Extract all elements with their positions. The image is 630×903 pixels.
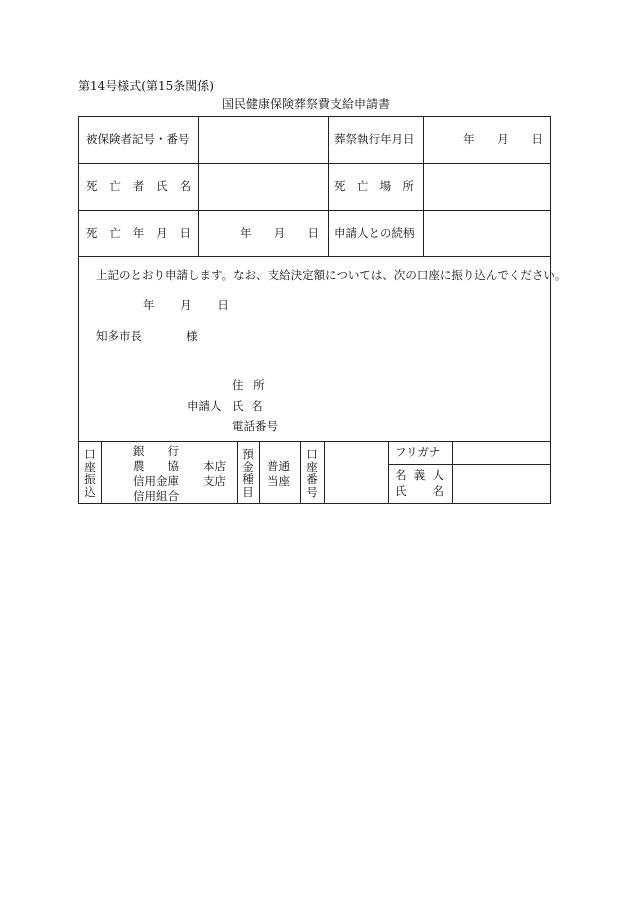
applicant-label: 申請人 <box>187 399 222 413</box>
account-number-field[interactable] <box>325 442 387 502</box>
furigana-field[interactable] <box>453 442 549 463</box>
death-date-label: 死 亡 年 月 日 <box>86 226 191 240</box>
insured-number-label: 被保険者記号・番号 <box>86 132 190 146</box>
account-number-label: 口 座 番 号 <box>306 447 318 499</box>
deposit-type-label: 預 金 種 目 <box>242 447 254 499</box>
month-label: 月 <box>497 132 509 146</box>
form-number: 第14号様式(第15条関係) <box>78 79 214 93</box>
relation-label: 申請人との続柄 <box>334 226 415 240</box>
addressee: 知多市長 <box>96 329 142 343</box>
year-label: 年 <box>240 226 252 240</box>
branch-office-label: 支店 <box>203 474 226 488</box>
honorific: 様 <box>186 329 198 343</box>
death-place-label: 死 亡 場 所 <box>334 179 414 193</box>
form-title: 国民健康保険葬祭費支給申請書 <box>222 97 391 111</box>
account-holder-field[interactable] <box>453 465 549 502</box>
institution-shinkin: 信用金庫 <box>133 474 179 488</box>
head-office-label: 本店 <box>203 459 226 473</box>
applicant-name-label: 氏 名 <box>232 399 263 413</box>
phone-label: 電話番号 <box>232 419 278 433</box>
account-type-current: 当座 <box>267 474 290 488</box>
day-label: 日 <box>531 132 543 146</box>
deceased-name-label: 死 亡 者 氏 名 <box>86 179 191 193</box>
application-date[interactable] <box>143 300 229 312</box>
day-label: 日 <box>217 298 229 312</box>
funeral-date-label: 葬祭執行年月日 <box>334 132 415 146</box>
account-holder-label-2: 氏 名 <box>395 484 444 498</box>
death-date-field[interactable] <box>240 228 319 240</box>
institution-type-list[interactable] <box>133 444 179 504</box>
relation-field[interactable] <box>424 211 549 255</box>
account-holder-label-1: 名 義 人 <box>395 468 444 482</box>
furigana-label: フリガナ <box>395 445 441 459</box>
address-label: 住 所 <box>232 378 265 392</box>
month-label: 月 <box>180 298 192 312</box>
account-type-options[interactable] <box>267 459 290 489</box>
institution-agri-coop: 農 協 <box>133 459 179 473</box>
transfer-label: 口 座 振 込 <box>84 447 96 499</box>
month-label: 月 <box>273 226 286 240</box>
account-type-ordinary: 普通 <box>267 459 290 473</box>
institution-bank: 銀 行 <box>133 444 179 458</box>
death-place-field[interactable] <box>424 164 549 209</box>
institution-credit-union: 信用組合 <box>133 489 179 503</box>
insured-number-field[interactable] <box>199 117 327 162</box>
day-label: 日 <box>307 226 319 240</box>
year-label: 年 <box>143 298 155 312</box>
year-label: 年 <box>463 132 475 146</box>
application-statement: 上記のとおり申請します。なお、支給決定額については、次の口座に振り込んでください。 <box>96 268 567 282</box>
deceased-name-field[interactable] <box>199 164 327 209</box>
funeral-date-field[interactable] <box>463 134 543 146</box>
